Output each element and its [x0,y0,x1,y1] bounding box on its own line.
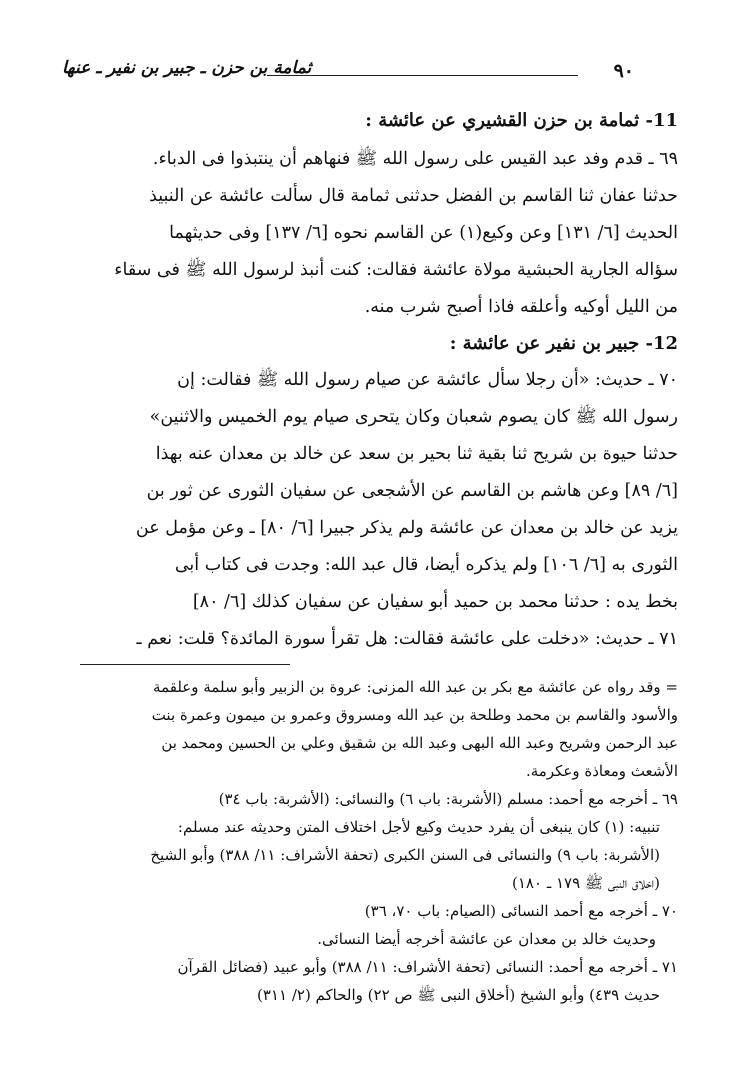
section-heading: 11- ثمامة بن حزن القشيري عن عائشة : [365,110,678,131]
text-line: ٦٩ ـ قدم وفد عبد القيس على رسول الله ﷺ فنهاهم أن ينتبذوا فى الدباء. [152,149,678,169]
text-line: سؤاله الجارية الحبشية مولاة عائشة فقالت: كنت أنبذ لرسول الله ﷺ فى سقاء [114,260,678,280]
footnote-line: ٦٩ ـ أخرجه مع أحمد: مسلم (الأشربة: باب ٦) والنسائى: (الأشربة: باب ٣٤) [218,790,678,808]
text-line: ٧١ ـ حديث: «دخلت على عائشة فقالت: هل تقرأ سورة المائدة؟ قلت: نعم ـ [136,629,678,649]
footnote-line: الأشعث ومعاذة وعكرمة. [525,762,678,780]
footnote-line: حديث ٤٣٩) وأبو الشيخ (أخلاق النبى ﷺ ص ٢٢) والحاكم (٢/ ٣١١) [257,986,660,1004]
footnote-line: (اخلاق النبى ﷺ ١٧٩ ـ ١٨٠) [512,874,660,892]
footnote-line: ٧١ ـ أخرجه مع أحمد: النسائى (تحفة الأشراف: ١١/ ٣٨٨) وأبو عبيد (فضائل القرآن [177,958,678,976]
footnotes [62,674,678,1010]
text-line: [٦/ ٨٩] وعن هاشم بن القاسم عن الأشجعى عن سفيان الثورى عن ثور بن [146,481,678,501]
text-line: رسول الله ﷺ كان يصوم شعبان وكان يتحرى صيام يوم الخميس والاثنين» [149,407,678,427]
footnote-line: = وقد رواه عن عائشة مع بكر بن عبد الله المزنى: عروة بن الزبير وأبو سلمة وعلقمة [153,678,678,696]
text-line: من الليل أوكيه وأعلقه فاذا أصبح شرب منه. [364,297,678,317]
footnote-separator [80,664,290,665]
footnote-line: ٧٠ ـ أخرجه مع أحمد النسائى (الصيام: باب ٧٠، ٣٦) [364,902,678,920]
page-header [62,50,634,84]
footnote-line: (الأشربة: باب ٩) والنسائى فى السنن الكبرى (تحفة الأشراف: ١١/ ٣٨٨) وأبو الشيخ [150,846,660,864]
text-line: الثورى به [٦/ ١٠٦] ولم يذكره أيضا، قال عبد الله: وجدت فى كتاب أبى [174,555,678,575]
text-line: حدثنا حيوة بن شريح ثنا بقية ثنا بحير بن سعد عن خالد بن معدان عنه بهذا [155,444,678,464]
footnote-line: عبد الرحمن وشريح وعبد الله البهى وعبد الله بن شقيق وعلي بن الحسين ومحمد بن [161,734,678,752]
header-rule [267,75,578,76]
footnote-line: وحديث خالد بن معدان عن عائشة أخرجه أيضا النسائى. [317,930,656,948]
text-line: ٧٠ ـ حديث: «أن رجلا سأل عائشة عن صيام رسول الله ﷺ فقالت: إن [177,370,678,390]
running-title: ثمامة بن حزن ـ جبير بن نفير ـ عنها [62,58,312,78]
main-text [62,104,678,659]
section-heading: 12- جبير بن نفير عن عائشة : [449,333,678,354]
footnote-line: والأسود والقاسم بن محمد وطلحة بن عبد الله ومسروق وعمرو بن ميمون وعمرة بنت [151,706,678,724]
page-number: ٩٠ [613,60,634,82]
text-line: بخط يده : حدثنا محمد بن حميد أبو سفيان عن سفيان كذلك [٦/ ٨٠] [192,592,678,612]
text-line: الحديث [٦/ ١٣١] وعن وكيع(١) عن القاسم نحوه [٦/ ١٣٧] وفى حديثهما [169,223,678,243]
footnote-line: تنبيه: (١) كان ينبغى أن يفرد حديث وكيع لأجل اختلاف المتن وحديثه عند مسلم: [177,818,660,836]
text-line: حدثنا عفان ثنا القاسم بن الفضل حدثنى ثمامة قال سألت عائشة عن النبيذ [149,186,678,206]
text-line: يزيد عن خالد بن معدان عن عائشة ولم يذكر جبيرا [٦/ ٨٠] ـ وعن مؤمل عن [135,518,678,538]
